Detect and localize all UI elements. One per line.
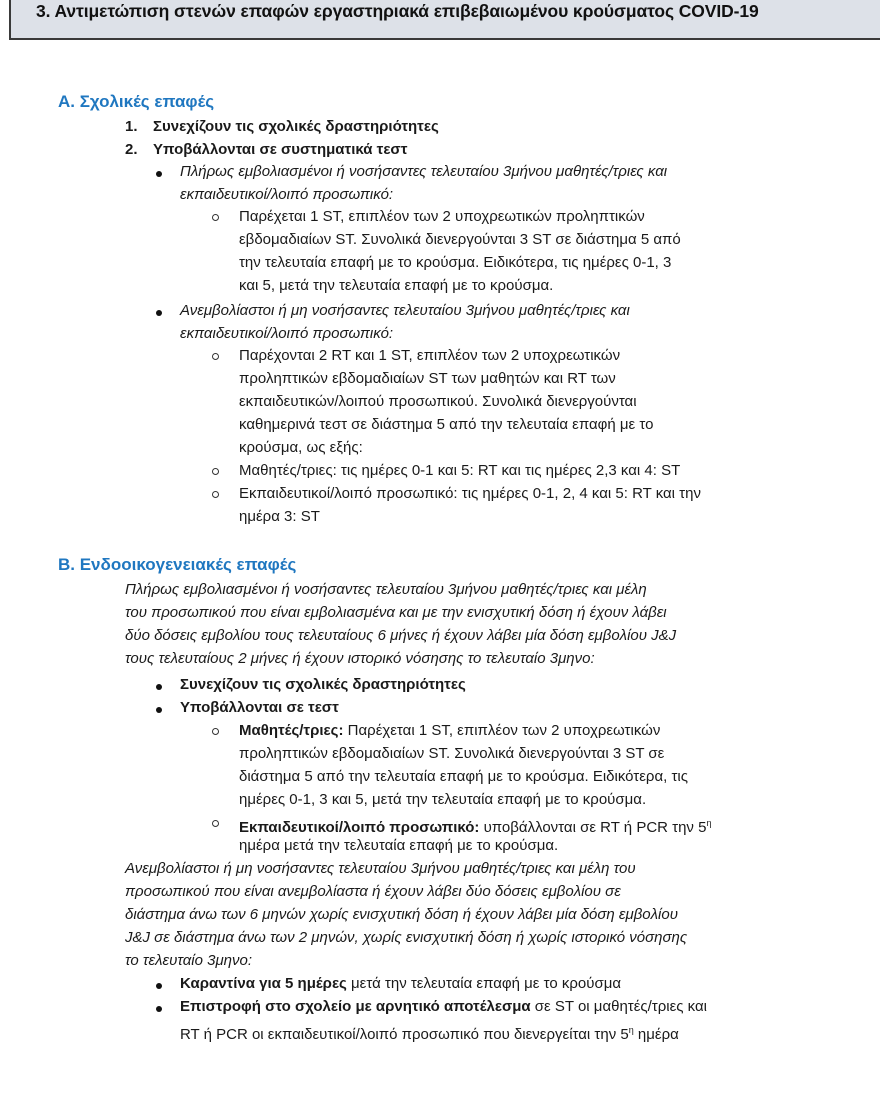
- bullet-icon: [156, 1006, 162, 1012]
- bullet-icon: [156, 684, 162, 690]
- circle-bullet-icon: [212, 728, 219, 735]
- intro-line: τους τελευταίους 2 μήνες ή έχουν ιστορικό νόσησης το τελευταίο 3μηνο:: [125, 650, 595, 667]
- numbered-item: Υποβάλλονται σε συστηματικά τεστ: [153, 141, 408, 158]
- bullet-icon: [156, 171, 162, 177]
- list-number: 1.: [125, 118, 138, 135]
- superscript: η: [706, 818, 712, 828]
- group-heading-line: Πλήρως εμβολιασμένοι ή νοσήσαντες τελευταίου 3μήνου μαθητές/τριες και: [180, 163, 668, 180]
- circle-bullet-icon: [212, 820, 219, 827]
- bullet-item-text: σε ST οι μαθητές/τριες και: [530, 998, 707, 1015]
- section-header-box: [9, 0, 880, 40]
- group-heading-line: Ανεμβολίαστοι ή μη νοσήσαντες τελευταίου 3μήνου μαθητές/τριες και: [180, 302, 630, 319]
- intro-line: δύο δόσεις εμβολίου τους τελευταίους 6 μήνες ή έχουν λάβει μία δόση εμβολίου J&J: [125, 627, 677, 644]
- sub-item-line: διάστημα 5 από την τελευταία επαφή με το κρούσμα. Ειδικότερα, τις: [239, 768, 688, 785]
- bullet-item-text: μετά την τελευταία επαφή με το κρούσμα: [346, 975, 622, 992]
- bullet-icon: [156, 983, 162, 989]
- sub-item-line: και 5, μετά την τελευταία επαφή με το κρούσμα.: [239, 277, 554, 294]
- sub-item-label: Εκπαιδευτικοί/λοιπό προσωπικό:: [239, 819, 480, 836]
- intro-line: Ανεμβολίαστοι ή μη νοσήσαντες τελευταίου 3μήνου μαθητές/τριες και μέλη του: [125, 860, 636, 877]
- sub-item-text: Παρέχεται 1 ST, επιπλέον των 2 υποχρεωτικών: [343, 722, 661, 739]
- sub-item-line: εβδομαδιαίων ST. Συνολικά διενεργούνται 3 ST σε διάστημα 5 από: [239, 231, 681, 248]
- sub-item-line: εκπαιδευτικών/λοιπού προσωπικού. Συνολικά διενεργούνται: [239, 393, 637, 410]
- intro-line: Πλήρως εμβολιασμένοι ή νοσήσαντες τελευταίου 3μήνου μαθητές/τριες και μέλη: [125, 581, 647, 598]
- bullet-item-bold: Καραντίνα για 5 ημέρες: [180, 975, 347, 992]
- bullet-icon: [156, 310, 162, 316]
- section-b-heading: Β. Ενδοοικογενειακές επαφές: [58, 555, 297, 574]
- group-heading-line: εκπαιδευτικοί/λοιπό προσωπικό:: [180, 325, 394, 342]
- bullet-item: Συνεχίζουν τις σχολικές δραστηριότητες: [180, 676, 466, 693]
- bullet-item-line: [180, 1019, 679, 1047]
- sub-item-line: την τελευταία επαφή με το κρούσμα. Ειδικότερα, τις ημέρες 0-1, 3: [239, 254, 672, 271]
- intro-line: J&J σε διάστημα άνω των 2 μηνών, χωρίς ενισχυτική δόση ή χωρίς ιστορικό νόσησης: [125, 929, 688, 946]
- numbered-item: Συνεχίζουν τις σχολικές δραστηριότητες: [153, 118, 439, 135]
- sub-item-line: ημέρα 3: ST: [239, 508, 320, 525]
- list-number: 2.: [125, 141, 138, 158]
- sub-item-line: προληπτικών εβδομαδιαίων ST των μαθητών και RT των: [239, 370, 616, 387]
- sub-item-line: προληπτικών εβδομαδιαίων ST. Συνολικά διενεργούνται 3 ST σε: [239, 745, 665, 762]
- circle-bullet-icon: [212, 468, 219, 475]
- bullet-item-text: ημέρα: [633, 1026, 679, 1043]
- sub-item-line: Εκπαιδευτικοί/λοιπό προσωπικό: τις ημέρες 0-1, 2, 4 και 5: RT και την: [239, 485, 701, 502]
- bullet-item-bold: Επιστροφή στο σχολείο με αρνητικό αποτέλεσμα: [180, 998, 531, 1015]
- sub-item-line: [239, 720, 660, 743]
- group-heading-line: εκπαιδευτικοί/λοιπό προσωπικό:: [180, 186, 394, 203]
- circle-bullet-icon: [212, 491, 219, 498]
- sub-item-line: Παρέχεται 1 ST, επιπλέον των 2 υποχρεωτικών προληπτικών: [239, 208, 645, 225]
- sub-item-line: Μαθητές/τριες: τις ημέρες 0-1 και 5: RT και τις ημέρες 2,3 και 4: ST: [239, 462, 681, 479]
- intro-line: προσωπικού που είναι ανεμβολίαστα ή έχουν λάβει δύο δόσεις εμβολίου σε: [125, 883, 621, 900]
- circle-bullet-icon: [212, 353, 219, 360]
- section-title: 3. Αντιμετώπιση στενών επαφών εργαστηριακά επιβεβαιωμένου κρούσματος COVID-19: [36, 1, 759, 21]
- superscript: η: [628, 1025, 634, 1035]
- intro-line: του προσωπικού που είναι εμβολιασμένα και με την ενισχυτική δόση ή έχουν λάβει: [125, 604, 667, 621]
- bullet-item: [180, 973, 621, 996]
- bullet-item: Υποβάλλονται σε τεστ: [180, 699, 339, 716]
- bullet-item-text: RT ή PCR οι εκπαιδευτικοί/λοιπό προσωπικό που διενεργείται την 5: [180, 1026, 629, 1043]
- sub-item-line: κρούσμα, ως εξής:: [239, 439, 363, 456]
- bullet-item: [180, 996, 707, 1019]
- sub-item-line: καθημερινά τεστ σε διάστημα 5 από την τελευταία επαφή με το: [239, 416, 654, 433]
- intro-line: διάστημα άνω των 6 μηνών χωρίς ενισχυτική δόση ή έχουν λάβει μία δόση εμβολίου: [125, 906, 678, 923]
- circle-bullet-icon: [212, 214, 219, 221]
- sub-item-line: ημέρα μετά την τελευταία επαφή με το κρούσμα.: [239, 837, 559, 854]
- sub-item-label: Μαθητές/τριες:: [239, 722, 344, 739]
- sub-item-line: ημέρες 0-1, 3 και 5, μετά την τελευταία επαφή με το κρούσμα.: [239, 791, 647, 808]
- section-a-heading: Α. Σχολικές επαφές: [58, 92, 215, 111]
- sub-item-line: Παρέχονται 2 RT και 1 ST, επιπλέον των 2 υποχρεωτικών: [239, 347, 621, 364]
- intro-line: το τελευταίο 3μηνο:: [125, 952, 253, 969]
- bullet-icon: [156, 707, 162, 713]
- sub-item-text: υποβάλλονται σε RT ή PCR την 5: [479, 819, 707, 836]
